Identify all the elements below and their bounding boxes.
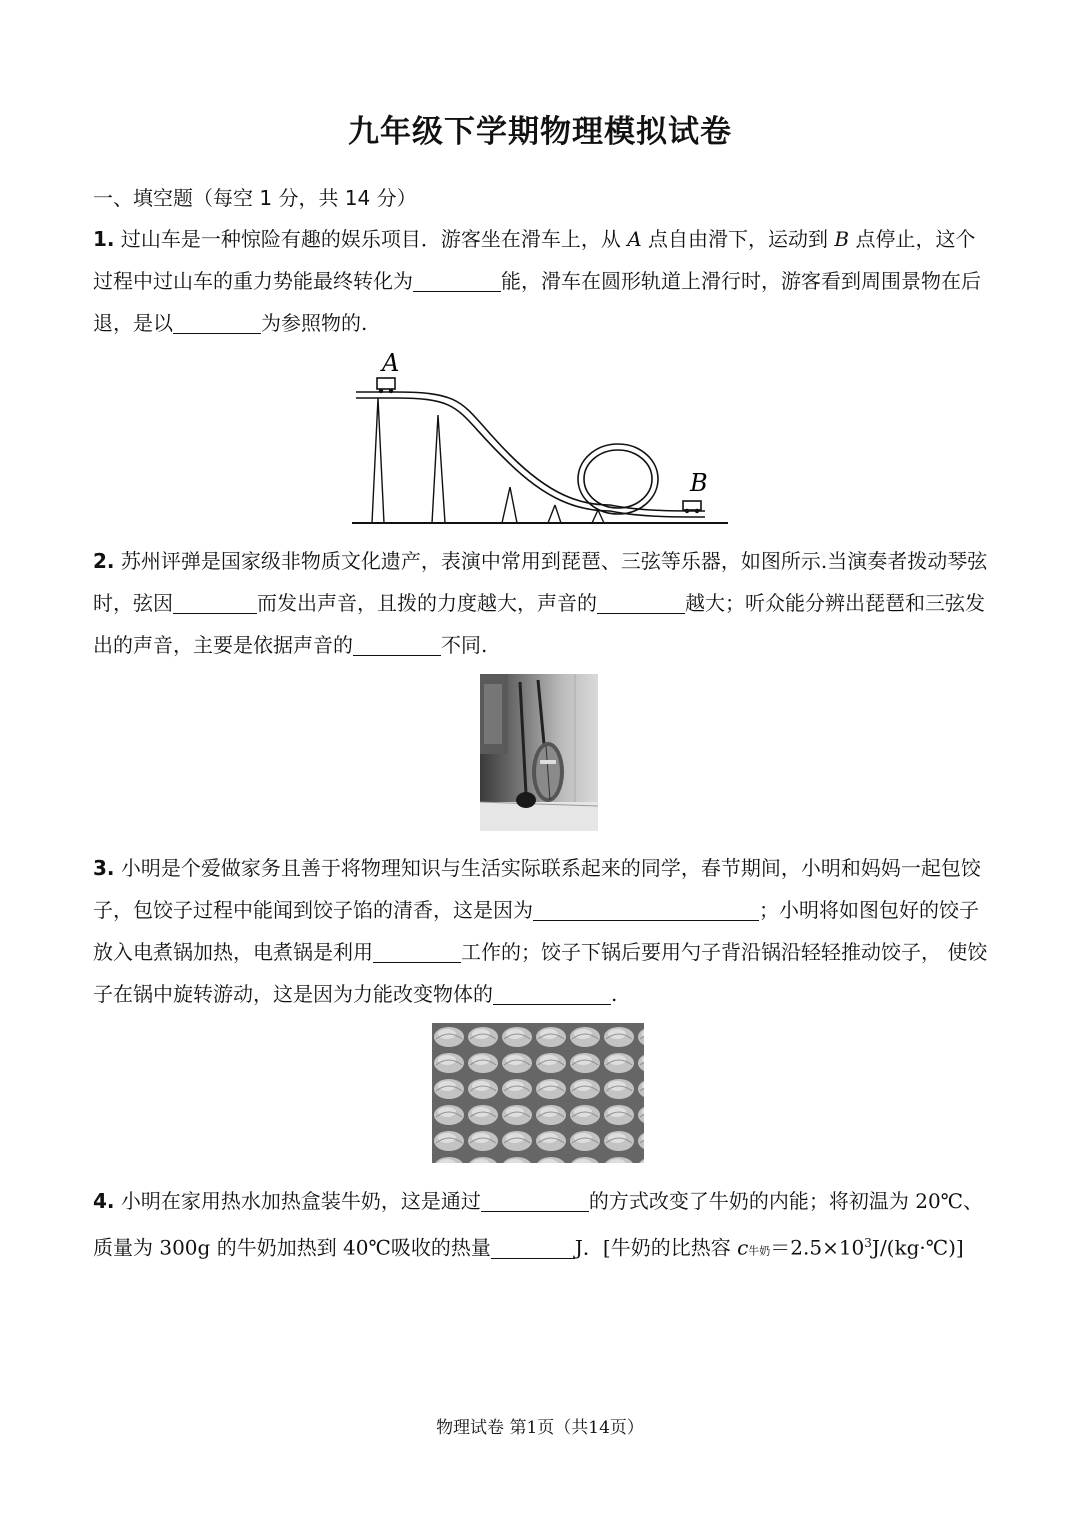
question-4 (93, 1180, 988, 1273)
answer-blank[interactable] (493, 978, 611, 1005)
question-text: 过山车是一种惊险有趣的娱乐项目．游客坐在滑车上，从 (114, 227, 628, 251)
cart-wheel (389, 389, 393, 393)
question-text: 为参照物的. (261, 311, 368, 335)
instruments-photo (480, 674, 598, 831)
section-heading: 一、填空题（每空 1 分，共 14 分） (93, 186, 417, 210)
question-text: 不同. (441, 633, 488, 657)
cart-b (683, 501, 701, 510)
label-b: B (690, 469, 708, 497)
answer-blank[interactable] (413, 265, 501, 292)
roller-coaster-figure (350, 345, 730, 530)
question-text: 小明在家用热水加热盒装牛奶，这是通过 (114, 1189, 481, 1213)
question-text: 能，滑车在圆形轨道上滑行时，游客看到周围景物在后退，是以 (93, 269, 981, 335)
page-title: 九年级下学期物理模拟试卷 (348, 114, 732, 150)
exponent: 3 (864, 1236, 872, 1250)
support-pillar (502, 487, 517, 523)
answer-blank[interactable] (597, 587, 685, 614)
question-text: 点自由滑下，运动到 (641, 227, 835, 251)
question-text: J/(kg·℃)] (871, 1235, 964, 1260)
question-text: 的方式改变了牛奶的内能；将初温为 20℃、质量为 300g 的牛奶加热到 40℃吸收的热量 (93, 1189, 984, 1260)
question-text: 小明是个爱做家务且善于将物理知识与生活实际联系起来的同学，春节期间，小明和妈妈一起包饺子，包饺子过程中能闻到饺子馅的清香，这是因为 (93, 856, 981, 922)
cart-wheel (695, 509, 699, 513)
question-text: 点停止，这个过程中过山车的重力势能最终转化为 (93, 227, 976, 293)
support-pillar (432, 415, 445, 523)
question-text: . (611, 982, 618, 1006)
question-1 (93, 218, 988, 344)
question-text: ＝2.5×10 (770, 1235, 865, 1260)
question-text: 而发出声音，且拨的力度越大，声音的 (257, 591, 597, 615)
answer-blank[interactable] (173, 307, 261, 334)
question-text: 越大；听众能分辨出琵琶和三弦发出的声音，主要是依据声音的 (93, 591, 985, 657)
track-loop (584, 450, 652, 508)
question-text: 苏州评弹是国家级非物质文化遗产，表演中常用到琵琶、三弦等乐器，如图所示.当演奏者拨动琴弦时，弦因 (93, 549, 988, 615)
answer-blank[interactable] (173, 587, 257, 614)
track-rail (610, 511, 705, 517)
question-text: ；小明将如图包好的饺子放入电煮锅加热，电煮锅是利用 (93, 898, 979, 964)
specific-heat-symbol: c (737, 1235, 749, 1260)
track-loop (578, 444, 658, 514)
track-rail (356, 398, 610, 511)
question-number: 3. (93, 856, 115, 880)
answer-blank[interactable] (533, 894, 759, 921)
cart-wheel (685, 509, 689, 513)
point-b-text: B (834, 227, 850, 251)
support-pillar (548, 505, 561, 523)
dumplings-photo (432, 1023, 644, 1163)
cart-a (377, 378, 395, 389)
cart-wheel (379, 389, 383, 393)
question-text: J．[牛奶的比热容 (574, 1235, 738, 1260)
specific-heat-subscript: 牛奶 (748, 1244, 771, 1258)
question-2 (93, 540, 988, 666)
question-number: 2. (93, 549, 115, 573)
point-a-text: A (627, 227, 642, 251)
answer-blank[interactable] (481, 1185, 589, 1212)
question-3 (93, 847, 988, 1015)
page-footer: 物理试卷 第1页（共14页） (436, 1418, 644, 1438)
answer-blank[interactable] (373, 936, 461, 963)
answer-blank[interactable] (491, 1232, 575, 1259)
track-rail (356, 392, 610, 505)
support-pillar (372, 398, 384, 523)
question-number: 1. (93, 227, 115, 251)
answer-blank[interactable] (353, 629, 441, 656)
question-number: 4. (93, 1189, 115, 1213)
question-text: 工作的；饺子下锅后要用勺子背沿锅沿轻轻推动饺子， 使饺子在锅中旋转游动，这是因为力能改变物体的 (93, 940, 988, 1006)
label-a: A (382, 349, 400, 377)
